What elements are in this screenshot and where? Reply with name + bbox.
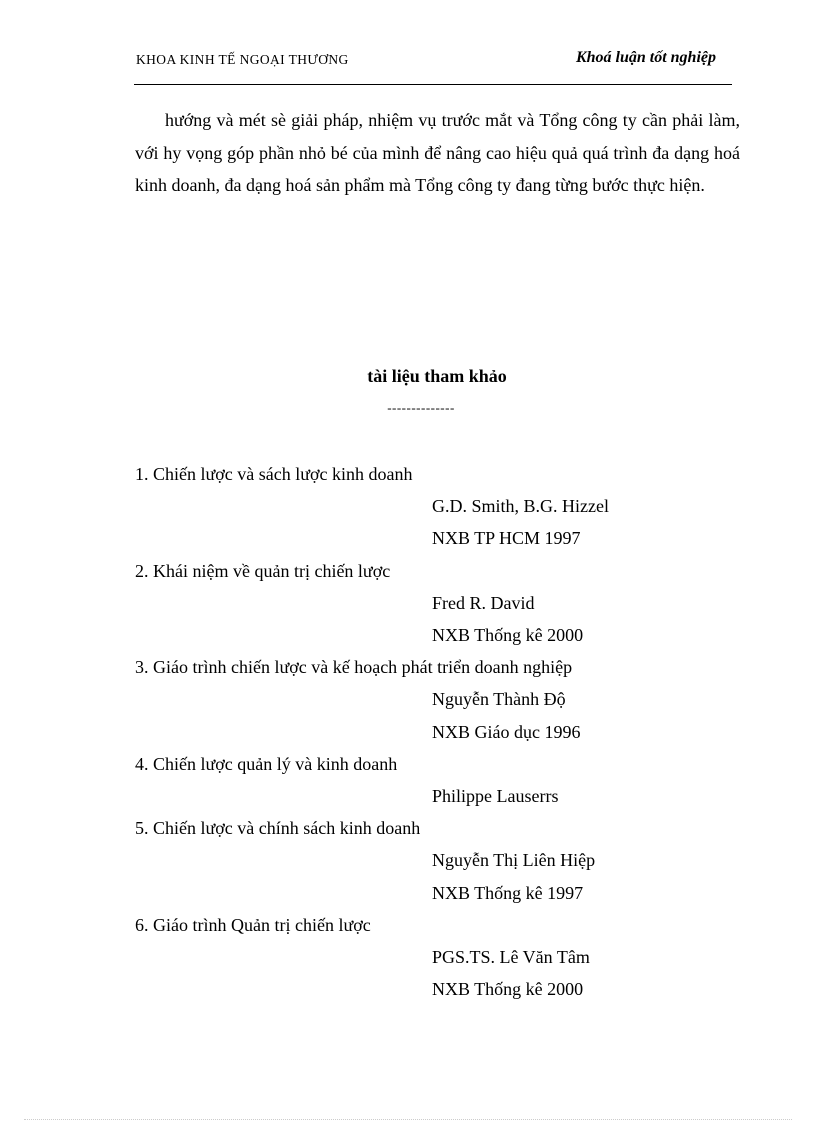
reference-item <box>135 909 755 1006</box>
reference-item <box>135 748 755 812</box>
page-bottom-edge <box>24 1119 792 1120</box>
reference-item <box>135 651 755 748</box>
reference-title: 1. Chiến lược và sách lược kinh doanh <box>135 464 413 484</box>
reference-author: PGS.TS. Lê Văn Tâm <box>432 947 590 968</box>
header-thesis-label: Khoá luận tốt nghiệp <box>575 49 716 66</box>
reference-author: Nguyễn Thị Liên Hiệp <box>432 850 596 871</box>
reference-publisher: NXB Thống kê 2000 <box>432 979 584 1000</box>
reference-item <box>135 458 755 555</box>
body-paragraph: hướng và mét sè giải pháp, nhiệm vụ trước mắt và Tổng công ty cần phải làm, với hy vọng góp phần nhỏ bé của mình để nâng cao hiệu quả quá trình đa dạng hoá kinh doanh, đa dạng hoá sản phẩm mà Tổng công ty đang từng bước thực hiện. <box>135 110 740 195</box>
reference-author: Nguyễn Thành Độ <box>432 689 566 710</box>
reference-publisher: NXB TP HCM 1997 <box>432 528 581 549</box>
reference-title: 5. Chiến lược và chính sách kinh doanh <box>135 818 421 839</box>
reference-author: G.D. Smith, B.G. Hizzel <box>432 496 609 517</box>
reference-title: 4. Chiến lược quản lý và kinh doanh <box>135 753 398 774</box>
reference-title: 2. Khái niệm về quản trị chiến lược <box>135 560 391 581</box>
reference-publisher: NXB Giáo dục 1996 <box>432 721 581 742</box>
reference-item <box>135 555 755 652</box>
references-list <box>135 458 755 1005</box>
header-faculty: KHOA KINH TẾ NGOẠI THƯƠNG <box>136 52 349 67</box>
references-separator: -------------- <box>387 400 455 415</box>
reference-publisher: NXB Thống kê 2000 <box>432 625 584 646</box>
reference-title: 3. Giáo trình chiến lược và kế hoạch phát triển doanh nghiệp <box>135 657 573 678</box>
reference-publisher: NXB Thống kê 1997 <box>432 882 584 903</box>
reference-author: Fred R. David <box>432 592 535 613</box>
reference-item <box>135 812 755 909</box>
header-divider <box>134 84 732 85</box>
reference-author: Philippe Lauserrs <box>432 786 559 807</box>
reference-title: 6. Giáo trình Quản trị chiến lược <box>135 914 371 935</box>
references-heading: tài liệu tham khảo <box>367 366 507 386</box>
